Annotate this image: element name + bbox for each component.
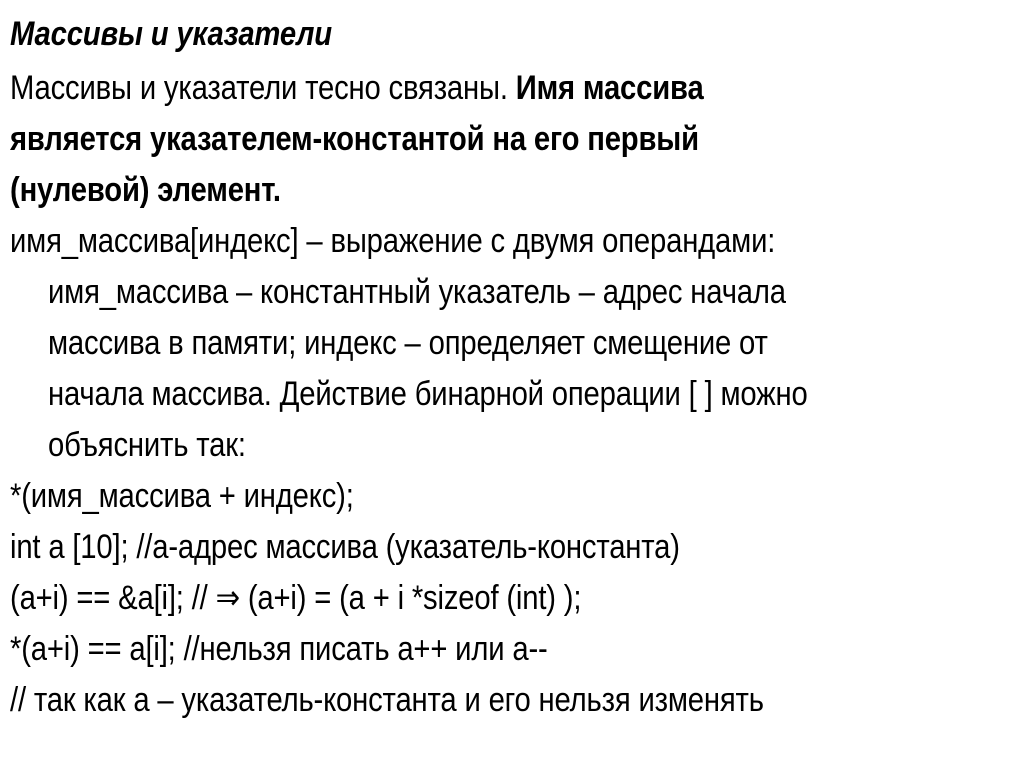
intro-text: Массивы и указатели тесно связаны. — [10, 69, 516, 107]
slide-title: Массивы и указатели — [10, 15, 333, 53]
code-equivalence-left: (a+i) == &a[i]; // — [10, 579, 216, 617]
intro-line-1 — [10, 68, 704, 108]
explanation-line-4: объяснить так: — [48, 426, 246, 464]
explanation-line-2: массива в памяти; индекс – определяет смещение от — [48, 324, 768, 362]
explanation-line-3: начала массива. Действие бинарной операции [ ] можно — [48, 375, 808, 413]
code-equivalence-right: (a+i) = (a + i *sizeof (int) ); — [239, 579, 582, 617]
expression-intro: имя_массива[индекс] – выражение с двумя операндами: — [10, 222, 776, 260]
intro-line-3: (нулевой) элемент. — [10, 171, 281, 209]
implies-arrow-icon: ⇒ — [215, 578, 240, 618]
explanation-line-1: имя_массива – константный указатель – адрес начала — [48, 273, 786, 311]
intro-line-2: является указателем-константой на его первый — [10, 120, 699, 158]
code-deref-equality: *(a+i) == a[i]; //нельзя писать а++ или а-- — [10, 630, 548, 668]
code-array-declaration: int a [10]; //а-адрес массива (указатель-константа) — [10, 528, 680, 566]
code-equivalence — [10, 578, 581, 618]
code-comment: // так как а – указатель-константа и его нельзя изменять — [10, 681, 764, 719]
intro-bold-text: Имя массива — [515, 69, 704, 107]
code-deref-expression: *(имя_массива + индекс); — [10, 477, 354, 515]
